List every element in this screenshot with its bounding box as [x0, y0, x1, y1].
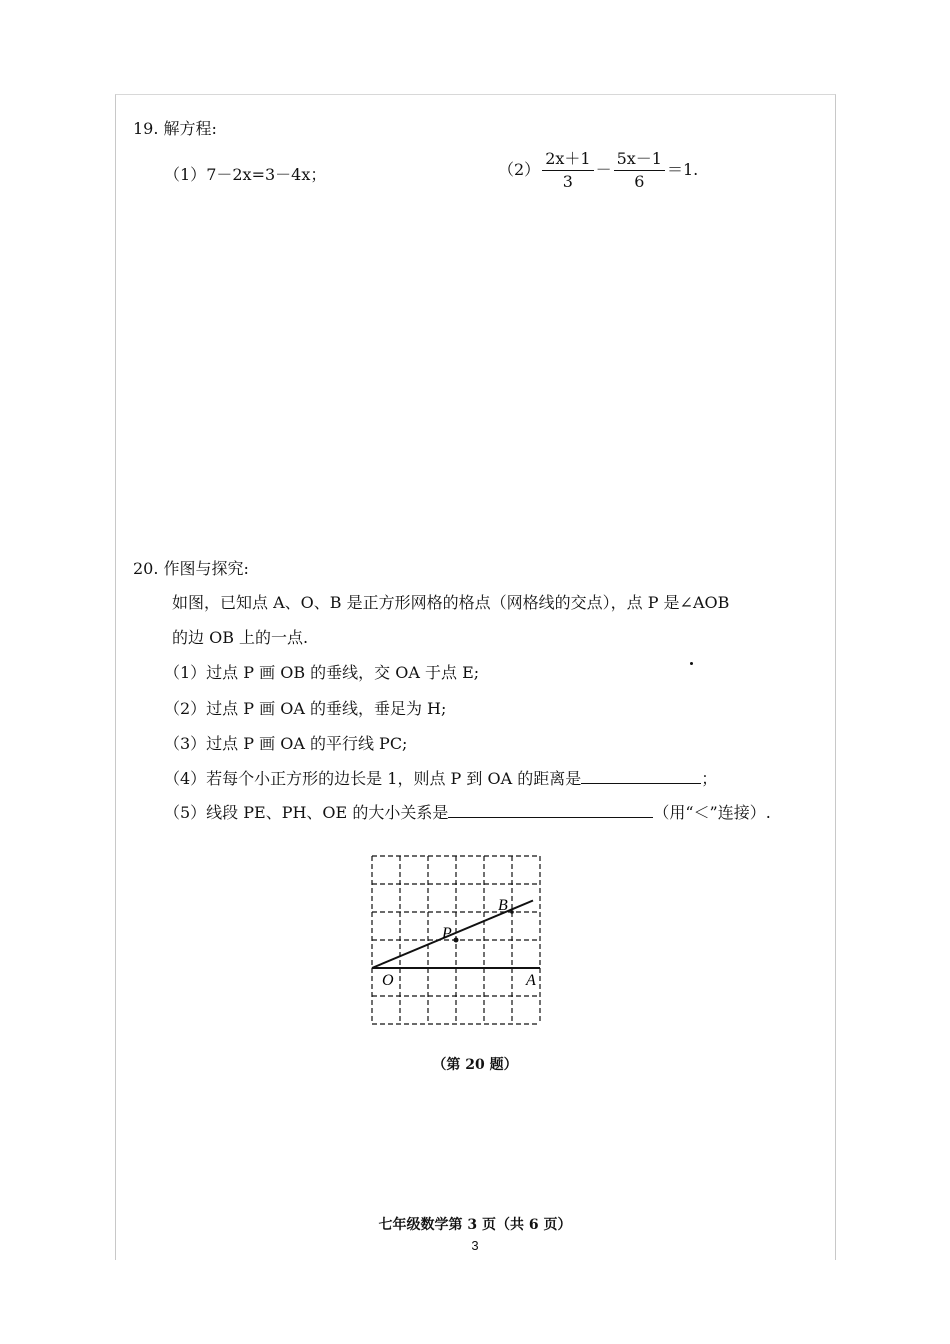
label-B: B	[498, 897, 508, 914]
q19-fraction-2-denominator: 6	[634, 172, 645, 191]
q20-item-5: （5）线段 PE、PH、OE 的大小关系是	[164, 803, 449, 822]
q19-fraction-2	[614, 146, 665, 191]
answer-blank-5[interactable]	[448, 803, 653, 818]
q19-part1-equation: 7－2x=3－4x；	[206, 165, 327, 184]
q19-title: 19. 解方程:	[133, 119, 217, 138]
stray-dot	[690, 662, 693, 665]
q20-item-2: （2）过点 P 画 OA 的垂线，垂足为 H;	[164, 699, 447, 718]
q19-part1	[164, 162, 326, 185]
q19-part2	[498, 146, 698, 191]
q19-part2-label: （2）	[498, 160, 541, 179]
q19-fraction-1-numerator: 2x＋1	[542, 146, 593, 171]
page-number: 3	[471, 1238, 479, 1253]
q19-minus: －	[595, 160, 612, 179]
figure-caption: （第 20 题）	[432, 1057, 518, 1073]
q19-fraction-2-numerator: 5x－1	[614, 146, 665, 171]
q20-intro-line2: 的边 OB 上的一点.	[172, 628, 309, 647]
q20-item-4: （4）若每个小正方形的边长是 1，则点 P 到 OA 的距离是	[164, 769, 582, 788]
q19-fraction-1	[542, 146, 593, 191]
answer-blank-4[interactable]	[581, 769, 701, 784]
q20-item-5-end: （用“＜”连接）.	[653, 803, 771, 822]
page-footer: 七年级数学第 3 页（共 6 页）	[378, 1217, 572, 1233]
point-B	[510, 910, 514, 914]
label-P: P	[442, 925, 452, 942]
q20-item-1: （1）过点 P 画 OB 的垂线，交 OA 于点 E;	[164, 663, 480, 682]
point-P	[454, 938, 459, 943]
label-O: O	[382, 972, 394, 989]
q20-intro-line1: 如图，已知点 A、O、B 是正方形网格的格点（网格线的交点），点 P 是∠AOB	[172, 593, 730, 612]
ray-OB	[372, 901, 533, 969]
q19-fraction-1-denominator: 3	[562, 172, 573, 191]
grid-figure	[360, 850, 550, 1030]
q20-item-5-line	[164, 800, 771, 823]
q20-item-3: （3）过点 P 画 OA 的平行线 PC;	[164, 734, 408, 753]
q20-title: 20. 作图与探究:	[133, 559, 249, 578]
label-A: A	[526, 972, 536, 989]
q19-rhs: ＝1.	[666, 160, 699, 179]
q20-item-4-line	[164, 766, 717, 789]
q19-part1-label: （1）	[164, 165, 207, 184]
q20-item-4-end: ；	[701, 769, 718, 788]
